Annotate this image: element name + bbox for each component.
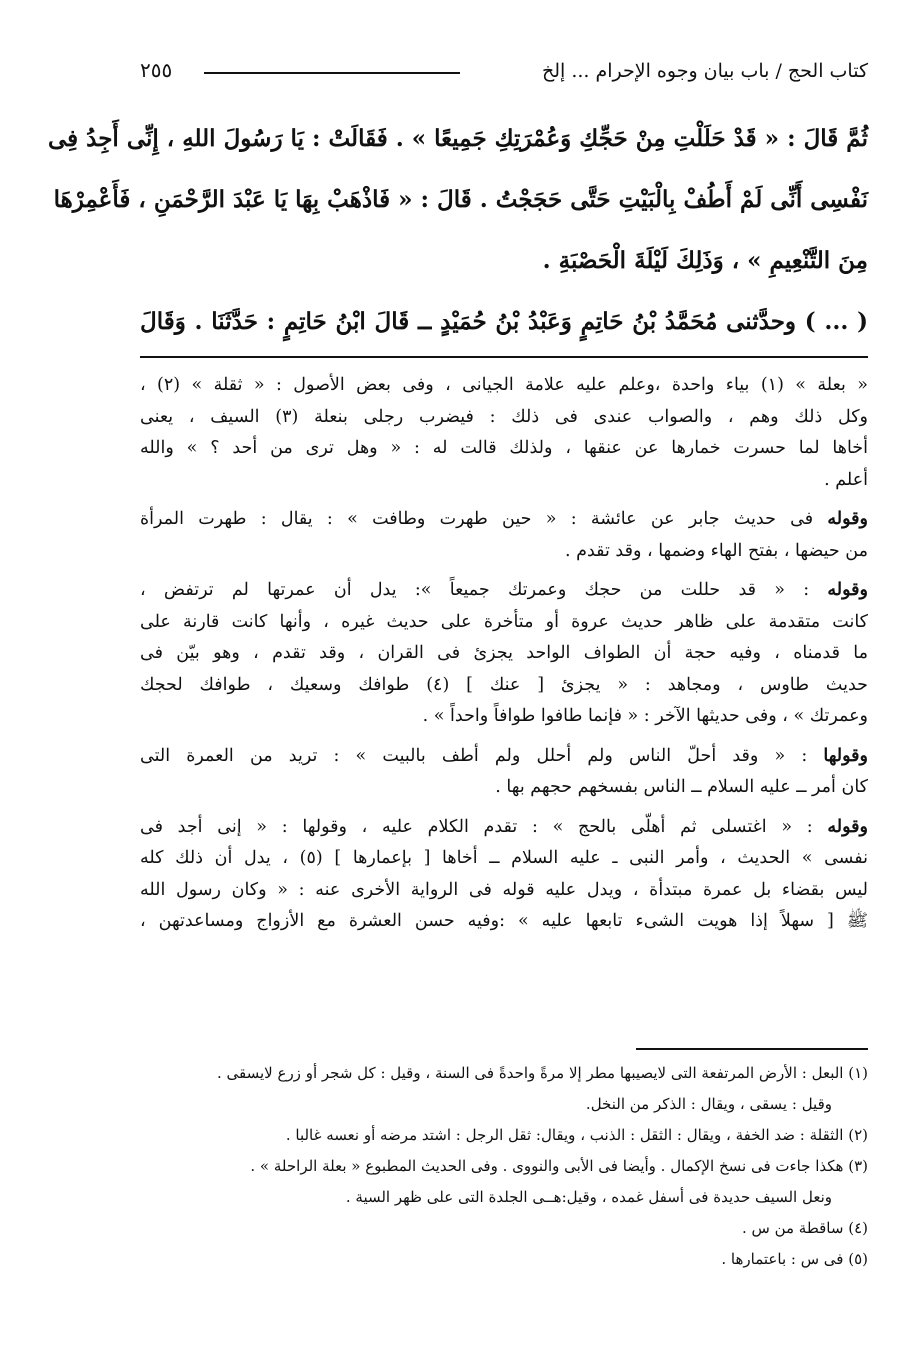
running-head: كتاب الحج / باب بيان وجوه الإحرام ... إلخ	[541, 60, 868, 82]
page-number: ٢٥٥	[140, 58, 173, 82]
paragraph-lead: وقوله	[827, 509, 868, 529]
commentary-line: كان أمر ــ عليه السلام ــ الناس بفسخهم حجهم بها .	[495, 777, 868, 797]
hadith-line: مِنَ التَّنْعِيمِ » ، وَذَلِكَ لَيْلَةَ الْحَصْبَةِ .	[542, 247, 868, 274]
commentary-paragraph	[140, 741, 868, 804]
paragraph-lead: وقولها	[823, 745, 868, 766]
commentary-line: وكل ذلك وهم ، والصواب عندى فى ذلك : فيضرب رجلى بنعلة (٣) السيف ، يعنى	[140, 406, 869, 427]
commentary-line: حديث طاوس ، ومجاهد : « يجزئ [ عنك ] (٤) طوافك وسعيك ، طوافك لحجك	[140, 674, 868, 695]
paragraph-lead: وقوله	[827, 816, 868, 837]
footnote-rule	[636, 1048, 868, 1050]
hadith-line: ( ... ) وحدَّثنى مُحَمَّدُ بْنُ حَاتِمٍ وَعَبْدُ بْنُ حُمَيْدٍ ــ قَالَ ابْنُ حَاتِمٍ : حَدَّثَنَا . وَقَالَ	[140, 308, 868, 335]
commentary-line: أعلم .	[824, 469, 868, 490]
hadith-line: نَفْسِى أَنِّى لَمْ أَطُفْ بِالْبَيْتِ حَتَّى حَجَجْتُ . قَالَ : « فَاذْهَبْ بِهَا يَا عَبْدَ الرَّحْمَنِ ، فَأَعْمِرْهَا	[53, 186, 868, 213]
footnote: (٣) هكذا جاءت فى نسخ الإكمال . وأيضا فى الأبى والنووى . وفى الحديث المطبوع « بعلة الراحلة » .	[250, 1157, 868, 1175]
commentary-line: من حيضها ، بفتح الهاء وضمها ، وقد تقدم .	[565, 540, 868, 561]
hadith-text	[47, 108, 868, 352]
commentary-line	[140, 575, 868, 607]
header-rule	[204, 72, 460, 74]
commentary-line: وعمرتك » ، وفى حديثها الآخر : « فإنما طافوا طوافاً واحداً » .	[422, 706, 868, 726]
commentary-paragraph	[140, 504, 868, 567]
footnote-continuation: ونعل السيف حديدة فى أسفل غمده ، وقيل:هــى الجلدة التى على ظهر السية .	[345, 1188, 832, 1206]
commentary-line: « بعلة » (١) بياء واحدة ،وعلم عليه علامة الجيانى ، وفى بعض الأصول : « ثقلة » (٢) ،	[140, 375, 868, 395]
commentary-line: ليس بقضاء بل عمرة مبتدأة ، ويدل عليه قوله فى الرواية الأخرى عنه : « وكان رسول الله	[140, 879, 868, 900]
commentary-line: نفسى » الحديث ، وأمر النبى ـ عليه السلام ــ أخاها [ بإعمارها ] (٥) ، يدل أن ذلك كله	[140, 848, 869, 868]
commentary-paragraph	[140, 812, 868, 938]
hadith-line: ثُمَّ قَالَ : « قَدْ حَلَلْتِ مِنْ حَجِّكِ وَعُمْرَتِكِ جَمِيعًا » . فَقَالَتْ : يَا رَسُولَ اللهِ ، إِنِّى أَجِدُ فِى	[47, 125, 868, 152]
commentary-paragraph	[140, 370, 868, 496]
footnote: (٢) الثقلة : ضد الخفة ، ويقال : الثقل : الذنب ، ويقال: ثقل الرجل : اشتد مرضه أو نعسه غالبا .	[285, 1126, 868, 1144]
commentary-line	[140, 812, 868, 844]
commentary	[140, 370, 868, 938]
commentary-line	[140, 504, 868, 536]
commentary-paragraph	[140, 575, 868, 733]
line-text: : « قد حللت من حجك وعمرتك جميعاً »: يدل أن عمرتها لم ترتفض ،	[140, 580, 828, 600]
commentary-line: ﷺ [ سهلاً إذا هويت الشىء تابعها عليه » :وفيه حسن العشرة مع الأزواج ومساعدتهن ،	[140, 911, 868, 931]
line-text: : « اغتسلى ثم أهلّى بالحج » : تقدم الكلام عليه ، وقولها : « إنى أجد فى	[140, 816, 828, 837]
footnote: (٤) ساقطة من س .	[741, 1219, 868, 1237]
footnote: (٥) فى س : باعتمارها .	[721, 1250, 868, 1268]
footnote-continuation: وقيل : يسقى ، ويقال : الذكر من النخل.	[585, 1095, 832, 1113]
paragraph-lead: وقوله	[827, 580, 868, 600]
commentary-line: ما قدمناه ، وفيه حجة أن الطواف الواحد يجزئ فى القران ، وقد تقدم ، وهو بيّن فى	[140, 643, 868, 663]
commentary-line	[140, 741, 868, 773]
line-text: : « وقد أحلّ الناس ولم أحلل ولم أطف بالبيت » : تريد من العمرة التى	[140, 745, 824, 766]
commentary-line: كانت متقدمة على ظاهر حديث عروة أو متأخرة على حديث غيره ، وأنها كانت قارنة على	[140, 611, 868, 632]
commentary-line: أخاها لما حسرت خمارها عن عنقها ، ولذلك قالت له : « وهل ترى من أحد ؟ » والله	[140, 438, 868, 458]
page-header	[140, 56, 868, 90]
footnotes	[150, 1058, 868, 1275]
footnote: (١) البعل : الأرض المرتفعة التى لايصيبها مطر إلا مرةً واحدةً فى السنة ، وقيل : كل شجر أو زرع لايسقى .	[216, 1064, 868, 1082]
line-text: فى حديث جابر عن عائشة : « حين طهرت وطافت » : يقال : طهرت المرأة	[140, 509, 828, 529]
section-divider	[140, 356, 868, 358]
